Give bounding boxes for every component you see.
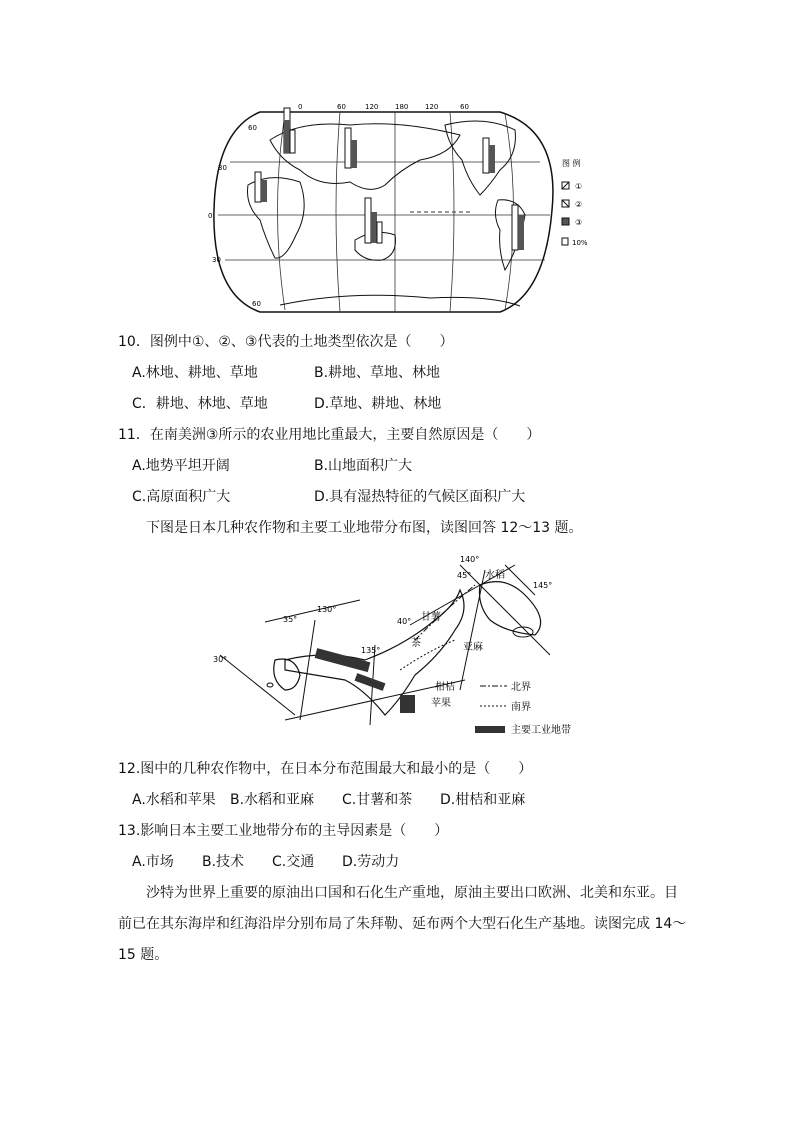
legend-item: ③ [575,218,583,227]
legend-item: ① [575,182,583,191]
q12-option-d: D.柑桔和亚麻 [440,792,526,808]
crop-label-rice: 水稻 [485,570,505,581]
lon-label: 0 [298,103,303,111]
intro-japan: 下图是日本几种农作物和主要工业地带分布图，读图回答 12～13 题。 [146,520,583,536]
q10-option-a: A.林地、耕地、草地 [132,365,258,381]
hokkaido-shape [479,582,540,635]
lat-label: 40° [397,617,412,626]
q11-option-a: A.地势平坦开阔 [132,458,230,474]
lon-label: 140° [460,555,480,564]
eurasia-shape [270,124,460,190]
crop-label-citrus: 柑桔 [435,682,455,693]
lon-label: 60 [337,103,346,111]
lat-label: 35° [283,615,298,624]
lat-label: 30 [212,256,221,264]
lon-label: 120 [365,103,379,111]
bar-south-america [512,205,524,250]
bar-africa [255,172,267,202]
q13-option-c: C.交通 [272,854,315,870]
bar-europe [284,108,295,153]
legend-item: 10% [572,239,588,247]
lon-label: 135° [361,646,381,655]
crop-label-tea: 茶 [411,638,421,649]
bar-australia [365,198,382,243]
legend-south: 南界 [511,702,531,713]
map-boundary [214,112,553,312]
antarctica-shape [280,295,520,306]
q13-option-b: B.技术 [202,854,245,870]
legend-north: 北界 [511,682,531,693]
lat-label: 60 [252,300,261,308]
q11-option-b: B.山地面积广大 [314,458,413,474]
lat-label: 0 [208,212,213,220]
industry-belt [315,648,415,713]
lat-label: 30° [213,655,228,664]
q10-option-b: B.耕地、草地、林地 [314,365,441,381]
q13-option-a: A.市场 [132,854,174,870]
crop-label-flax: 亚麻 [463,642,483,653]
question-12-stem: 12.图中的几种农作物中，在日本分布范围最大和最小的是（ ） [118,761,533,777]
question-10-stem: 10．图例中①、②、③代表的土地类型依次是（ ） [118,334,454,350]
q11-option-d: D.具有湿热特征的气候区面积广大 [314,489,526,505]
q10-option-d: D.草地、耕地、林地 [314,396,442,412]
q10-option-c: C．耕地、林地、草地 [132,396,268,412]
q13-option-d: D.劳动力 [342,854,400,870]
lat-label: 30 [218,164,227,172]
intro-saudi-line3: 15 题。 [118,947,169,963]
intro-saudi-line2: 前已在其东海岸和红海沿岸分别布局了朱拜勒、延布两个大型石化生产基地。读图完成 14～ [118,916,687,932]
kyushu-shape [274,659,300,690]
lon-label: 180 [395,103,409,111]
lat-label: 60 [248,124,257,132]
lat-label: 45° [457,571,472,580]
intro-saudi-line1: 沙特为世界上重要的原油出口国和石化生产重地，原油主要出口欧洲、北美和东亚。目 [146,885,678,901]
q12-option-c: C.甘薯和茶 [342,792,413,808]
question-13-stem: 13.影响日本主要工业地带分布的主导因素是（ ） [118,823,449,839]
world-map [200,100,600,320]
north-america-shape [445,121,515,195]
lon-label: 60 [460,103,469,111]
q11-option-c: C.高原面积广大 [132,489,231,505]
bar-asia [345,128,357,168]
crop-label-sweet-potato: 甘薯 [421,612,441,623]
japan-map [205,550,590,740]
legend-industry: 主要工业地带 [511,725,571,736]
legend-item: ② [575,200,583,209]
crop-label-apple: 苹果 [431,698,451,709]
legend-title: 图 例 [562,159,581,168]
lon-label: 145° [533,581,553,590]
q12-option-b: B.水稻和亚麻 [230,792,315,808]
lon-label: 130° [317,605,337,614]
lon-label: 120 [425,103,439,111]
bar-north-america [483,138,495,173]
question-11-stem: 11．在南美洲③所示的农业用地比重最大，主要自然原因是（ ） [118,427,541,443]
q12-option-a: A.水稻和苹果 [132,792,216,808]
